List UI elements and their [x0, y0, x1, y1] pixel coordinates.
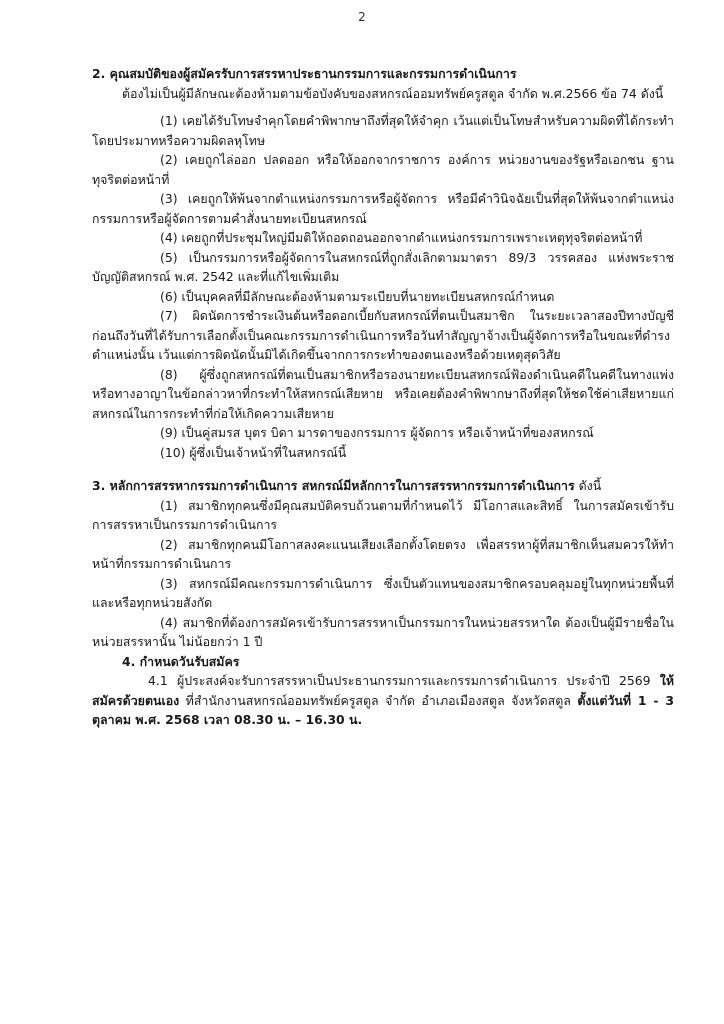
section-2-item-5: (5) เป็นกรรมการหรือผู้จัดการในสหกรณ์ที่ถูกสั่งเลิกตามมาตรา 89/3 วรรคสอง แห่งพระราชบัญญัติสหกรณ์ พ.ศ. 2542 และที่แก้ไขเพิ่มเติม — [92, 249, 674, 284]
section-2-item-4: (4) เคยถูกที่ประชุมใหญ่มีมติให้ถอดถอนออกจากตำแหน่งกรรมการเพราะเหตุทุจริตต่อหน้าที่ — [160, 230, 643, 245]
section-2-item-1: (1) เคยได้รับโทษจำคุกโดยคำพิพากษาถึงที่สุดให้จำคุก เว้นแต่เป็นโทษสำหรับความผิดที่ได้กระทำโดยประมาทหรือความผิดลหุโทษ — [92, 113, 674, 148]
section-3-item-3: (3) สหกรณ์มีคณะกรรมการดำเนินการ ซึ่งเป็นตัวแทนของสมาชิกครอบคลุมอยู่ในทุกหน่วยพื้นที่ และหรือทุกหน่วยสังกัด — [92, 575, 674, 610]
section-2-lead: ต้องไม่เป็นผู้มีลักษณะต้องห้ามตามข้อบังคับของสหกรณ์ออมทรัพย์ครูสตูล จำกัด พ.ศ.2566 ข้อ 74 ดังนี้ — [122, 85, 664, 101]
section-3-heading — [92, 476, 674, 496]
section-2-item-6: (6) เป็นบุคคลที่มีลักษณะต้องห้ามตามระเบียบที่นายทะเบียนสหกรณ์กำหนด — [160, 288, 555, 304]
section-2-item-9: (9) เป็นคู่สมรส บุตร บิดา มารดาของกรรมการ ผู้จัดการ หรือเจ้าหน้าที่ของสหกรณ์ — [160, 425, 594, 440]
section-2-heading: 2. คุณสมบัติของผู้สมัครรับการสรรหาประธานกรรมการและกรรมการดำเนินการ — [92, 66, 517, 81]
section-3-item-4: (4) สมาชิกที่ต้องการสมัครเข้ารับการสรรหาเป็นกรรมการในหน่วยสรรหาใด ต้องเป็นผู้มีรายชื่อในหน่วยสรรหานั้น ไม่น้อยกว่า 1 ปี — [92, 614, 674, 649]
section-2-item-3: (3) เคยถูกให้พ้นจากตำแหน่งกรรมการหรือผู้จัดการ หรือมีคำวินิจฉัยเป็นที่สุดให้พ้นจากตำแหน่งกรรมการหรือผู้จัดการตามคำสั่งนายทะเบียนสหกรณ์ — [92, 191, 674, 226]
section-4-p1-c: ที่สำนักงานสหกรณ์ออมทรัพย์ครูสตูล จำกัด อำเภอเมืองสตูล จังหวัดสตูล — [179, 692, 578, 708]
section-2-item-7: (7) ผิดนัดการชำระเงินต้นหรือดอกเบี้ยกับสหกรณ์ที่ตนเป็นสมาชิก ในระยะเวลาสองปีทางบัญชีก่อนถึงวันที่ได้รับการเลือกตั้งเป็นคณะกรรมการดำเนินการหรือวันทำสัญญาจ้างเป็นผู้จัดการหรือในขณะที่ดำรงตำแหน่งนั้น เว้นแต่การผิดนัดนั้นมิได้เกิดขึ้นจากการกระทำของตนเองหรือด้วยเหตุสุดวิสัย — [92, 308, 674, 362]
section-3-heading-rest: ดังนี้ — [574, 478, 602, 493]
section-4-heading: 4. กำหนดวันรับสมัคร — [122, 653, 240, 669]
section-4-p1-d: ตั้งแต่วันที่ 1 - 3 ตุลาคม พ.ศ. 2568 เวลา 08.30 น. – 16.30 น. — [92, 692, 674, 727]
document-body — [92, 64, 674, 730]
section-4-p1-a: 4.1 ผู้ประสงค์จะรับการสรรหาเป็นประธานกรรมการและกรรมการดำเนินการ ประจำปี 2569 — [148, 673, 660, 688]
page-number: 2 — [358, 10, 366, 24]
section-3-item-1: (1) สมาชิกทุกคนซึ่งมีคุณสมบัติครบถ้วนตามที่กำหนดไว้ มีโอกาสและสิทธิ์ ในการสมัครเข้ารับการสรรหาเป็นกรรมการดำเนินการ — [92, 497, 674, 532]
section-2-item-2: (2) เคยถูกไล่ออก ปลดออก หรือให้ออกจากราชการ องค์การ หน่วยงานของรัฐหรือเอกชน ฐานทุจริตต่อหน้าที่ — [92, 152, 674, 187]
section-4-p1-b: ให้สมัครด้วยตนเอง — [92, 673, 674, 708]
section-2-item-10: (10) ผู้ซึ่งเป็นเจ้าหน้าที่ในสหกรณ์นี้ — [160, 444, 347, 460]
section-2-item-8: (8) ผู้ซึ่งถูกสหกรณ์ที่ตนเป็นสมาชิกหรือรองนายทะเบียนสหกรณ์ฟ้องดำเนินคดีในคดีในทางแพ่งหรือทางอาญาในข้อกล่าวหาที่กระทำให้สหกรณ์เสียหาย หรือเคยต้องคำพิพากษาถึงที่สุดให้ชดใช้ค่าเสียหายแก่สหกรณ์ในการกระทำที่ก่อให้เกิดความเสียหาย — [92, 366, 674, 421]
section-3-item-2: (2) สมาชิกทุกคนมีโอกาสลงคะแนนเสียงเลือกตั้งโดยตรง เพื่อสรรหาผู้ที่สมาชิกเห็นสมควรให้ทำหน้าที่กรรมการดำเนินการ — [92, 536, 674, 571]
section-4-paragraph-1 — [92, 671, 674, 730]
section-3-heading-bold: 3. หลักการสรรหากรรมการดำเนินการ สหกรณ์มีหลักการในการสรรหากรรมการดำเนินการ — [92, 478, 575, 493]
